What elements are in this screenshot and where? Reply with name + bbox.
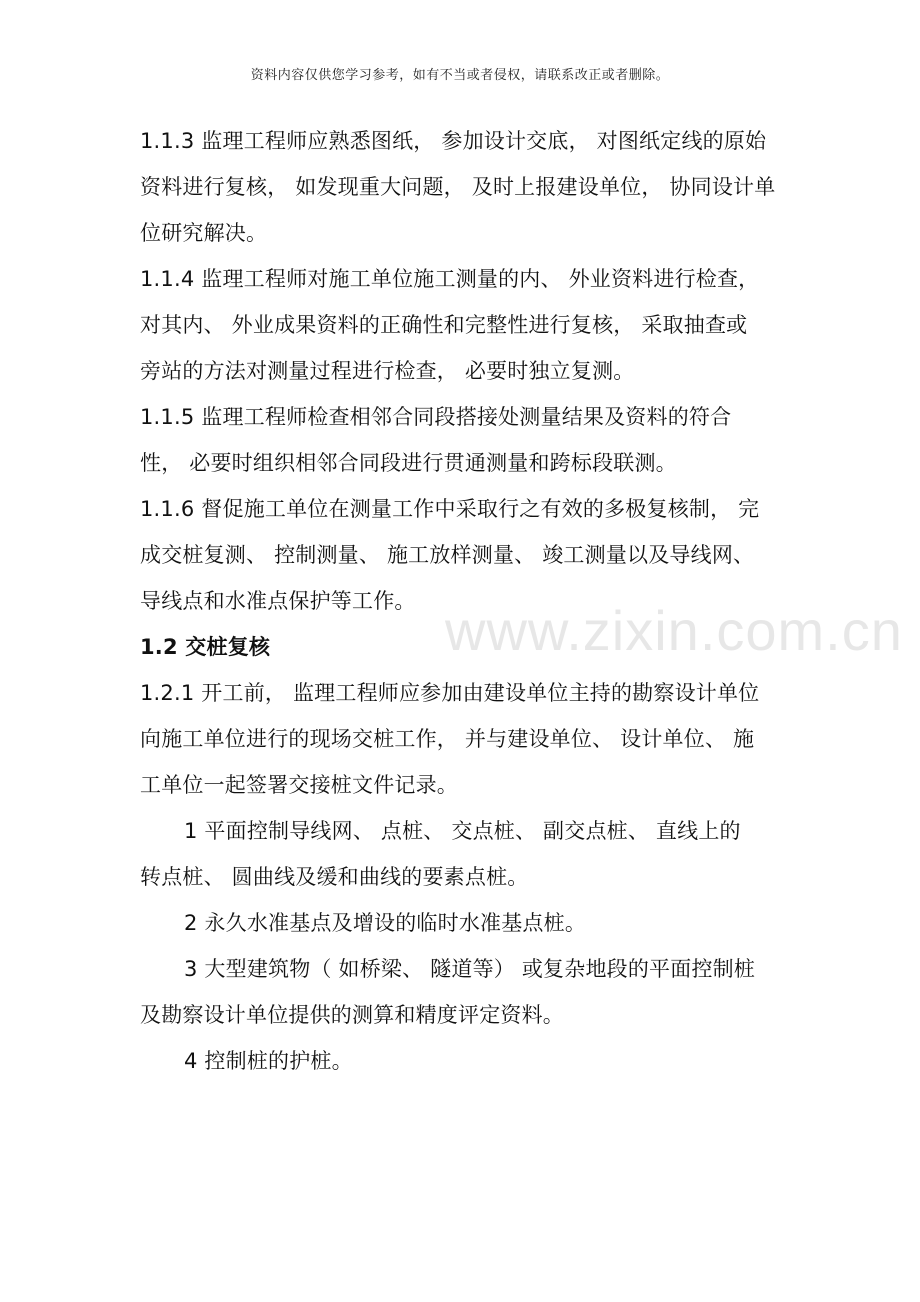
list-item-3-line-1: 3 大型建筑物（ 如桥梁、 隧道等） 或复杂地段的平面控制桩 <box>184 957 756 981</box>
watermark: www.zixin.com.cn <box>445 599 903 662</box>
list-item-2: 2 永久水准基点及增设的临时水准基点桩。 <box>184 911 587 935</box>
paragraph-1-1-5-line-1: 1.1.5 监理工程师检查相邻合同段搭接处测量结果及资料的符合 <box>140 405 732 429</box>
paragraph-1-1-4-line-3: 旁站的方法对测量过程进行检查， 必要时独立复测。 <box>140 359 635 383</box>
paragraph-1-1-4-line-2: 对其内、 外业成果资料的正确性和完整性进行复核， 采取抽查或 <box>140 313 748 337</box>
document-body <box>140 118 790 1084</box>
list-item-1-line-1: 1 平面控制导线网、 点桩、 交点桩、 副交点桩、 直线上的 <box>184 819 741 843</box>
paragraph-1-1-3-line-2: 资料进行复核， 如发现重大问题， 及时上报建设单位， 协同设计单 <box>140 175 776 199</box>
page-header-notice: 资料内容仅供您学习参考，如有不当或者侵权，请联系改正或者删除。 <box>250 68 670 83</box>
paragraph-1-1-3-line-3: 位研究解决。 <box>140 221 268 245</box>
paragraph-1-2-1-line-3: 工单位一起签署交接桩文件记录。 <box>140 773 458 797</box>
paragraph-1-1-5-line-2: 性， 必要时组织相邻合同段进行贯通测量和跨标段联测。 <box>140 451 677 475</box>
paragraph-1-1-6-line-3: 导线点和水准点保护等工作。 <box>140 589 416 613</box>
paragraph-1-2-1-line-1: 1.2.1 开工前， 监理工程师应参加由建设单位主持的勘察设计单位 <box>140 681 760 705</box>
list-item-3-line-2: 及勘察设计单位提供的测算和精度评定资料。 <box>140 1003 564 1027</box>
list-item-4: 4 控制桩的护桩。 <box>184 1049 353 1073</box>
paragraph-1-1-6-line-1: 1.1.6 督促施工单位在测量工作中采取行之有效的多极复核制， 完 <box>140 497 760 521</box>
paragraph-1-2-1-line-2: 向施工单位进行的现场交桩工作， 并与建设单位、 设计单位、 施 <box>140 727 755 751</box>
paragraph-1-1-3-line-1: 1.1.3 监理工程师应熟悉图纸， 参加设计交底， 对图纸定线的原始 <box>140 129 767 153</box>
paragraph-1-1-4-line-1: 1.1.4 监理工程师对施工单位施工测量的内、 外业资料进行检查， <box>140 267 760 291</box>
list-item-1-line-2: 转点桩、 圆曲线及缓和曲线的要素点桩。 <box>140 865 529 889</box>
paragraph-1-1-6-line-2: 成交桩复测、 控制测量、 施工放样测量、 竣工测量以及导线网、 <box>140 543 755 567</box>
section-heading-1-2: 1.2 交桩复核 <box>140 635 271 659</box>
